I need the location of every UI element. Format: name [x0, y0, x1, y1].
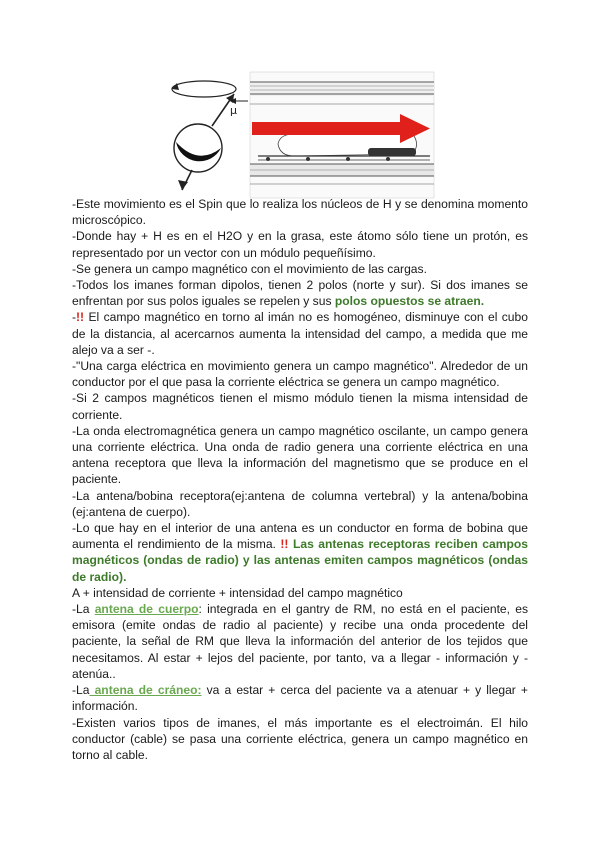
paragraph-12-prefix: -La: [72, 602, 95, 617]
paragraph-5-alert: !!: [76, 310, 85, 325]
paragraph-11: A + intensidad de corriente + intensidad del campo magnético: [72, 585, 403, 600]
paragraph-4-text: -Todos los imanes forman dipolos, tienen 2 polos (norte y sur). Si dos imanes se enfrentan por sus polos iguales se repelen y sus: [72, 278, 528, 309]
mu-label: μ: [230, 104, 237, 117]
paragraph-10-alert: !!: [280, 537, 289, 552]
mri-diagram: [250, 72, 434, 198]
paragraph-12-text: : integrada en el gantry de RM, no está en el paciente, es emisora (emite ondas de radio al paciente) y recibe una onda procedente del paciente, la señal de RM que lleva la información del anterior de los tejidos que necesitamos. Al estar + lejos del paciente, por tanto, va a llegar - información y - atenúa..: [72, 602, 528, 681]
red-arrow-body: [252, 122, 402, 135]
paragraph-9: -La antena/bobina receptora(ej:antena de columna vertebral) y la antena/bobina (ej:antena de cuerpo).: [72, 488, 528, 519]
paragraph-5: [72, 309, 528, 358]
body-text: [72, 196, 528, 763]
antena-craneo-term: antena de cráneo:: [89, 683, 202, 698]
paragraph-10-text: -Lo que hay en el interior de una antena es un conductor en forma de bobina que aumenta el rendimiento de la misma.: [72, 521, 528, 552]
paragraph-14: -Existen varios tipos de imanes, el más importante es el electroimán. El hilo conductor (cable) se pasa una corriente eléctrica, genera un campo magnético en torno al cable.: [72, 715, 528, 762]
paragraph-13: [72, 682, 528, 714]
paragraph-1: -Este movimiento es el Spin que lo realiza los núcleos de H y se denomina momento microscópico.: [72, 197, 528, 228]
paragraph-8: -La onda electromagnética genera un campo magnético oscilante, un campo genera una corriente eléctrica. Una onda de radio genera una corriente eléctrica en una antena receptora que lleva la información del magnetismo que se produce en el paciente.: [72, 423, 528, 487]
paragraph-2: -Donde hay + H es en el H2O y en la grasa, este átomo sólo tiene un protón, es representado por un vector con un módulo pequeñísimo.: [72, 229, 528, 260]
paragraph-10: [72, 520, 528, 585]
paragraph-12: [72, 601, 528, 682]
antena-cuerpo-term: antena de cuerpo: [94, 602, 199, 617]
figure-spin-and-mri: [168, 70, 436, 202]
paragraph-5-dash: -: [72, 310, 77, 325]
paragraph-10-highlight: Las antenas receptoras reciben campos magnéticos (ondas de radio) y las antenas emiten campos magnéticos (ondas de radio).: [72, 537, 528, 584]
paragraph-3: -Se genera un campo magnético con el movimiento de las cargas.: [72, 261, 427, 276]
paragraph-13-text: va a estar + cerca del paciente va a atenuar + y llegar + información.: [72, 683, 528, 714]
paragraph-13-prefix: -La: [72, 683, 90, 698]
paragraph-6: -"Una carga eléctrica en movimiento genera un campo magnético". Alrededor de un conductor por el que pasa la corriente eléctrica se genera un campo magnético.: [72, 359, 528, 390]
paragraph-4: [72, 277, 528, 309]
paragraph-5-text: El campo magnético en torno al imán no es homogéneo, disminuye con el cubo de la distancia, al acercarnos aumenta la intensidad del campo, a medida que me alejo va a ser -.: [72, 310, 528, 357]
paragraph-4-highlight: polos opuestos se atraen.: [334, 294, 485, 309]
paragraph-7: -Si 2 campos magnéticos tienen el mismo módulo tienen la misma intensidad de corriente.: [72, 391, 528, 422]
spin-diagram: [172, 81, 248, 190]
figure-svg: [168, 70, 436, 202]
